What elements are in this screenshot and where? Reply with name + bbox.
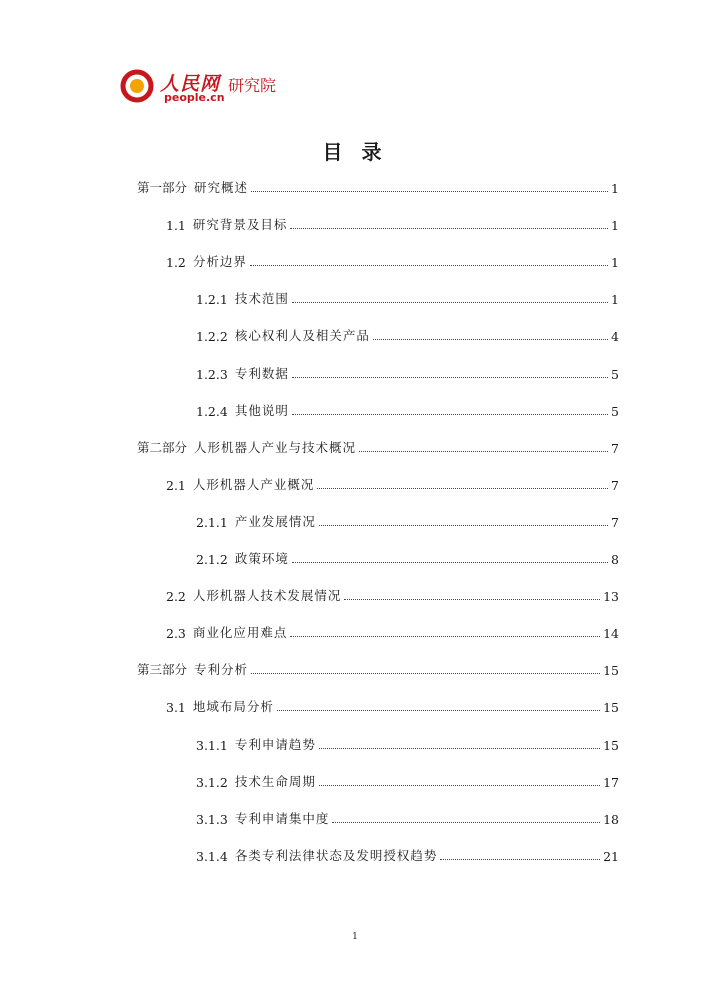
toc-entry-number: 2.1 [166, 477, 186, 493]
toc-entry-number: 2.3 [166, 626, 186, 642]
toc-entry-number: 1.2 [166, 255, 186, 271]
toc-entry-page: 15 [603, 700, 619, 716]
toc-entry[interactable] [166, 691, 619, 715]
toc-dot-leader [290, 228, 608, 229]
toc-entry-page: 5 [611, 366, 619, 382]
page-header [120, 66, 420, 106]
toc-entry[interactable] [196, 840, 619, 864]
toc-dot-leader [251, 191, 608, 192]
toc-dot-leader [292, 562, 608, 563]
toc-entry[interactable] [196, 803, 619, 827]
toc-entry-page: 1 [611, 255, 619, 271]
toc-entry[interactable] [166, 469, 619, 493]
toc-entry-number: 1.2.2 [196, 329, 228, 345]
toc-entry-label: 技术生命周期 [234, 773, 316, 789]
toc-entry[interactable] [137, 172, 619, 196]
toc-entry[interactable] [196, 506, 619, 530]
toc-title: 目 录 [322, 140, 388, 164]
toc-entry-label: 研究概述 [194, 180, 249, 195]
toc-dot-leader [292, 302, 608, 303]
toc-entry-label: 专利数据 [234, 365, 289, 381]
toc-dot-leader [319, 785, 600, 786]
toc-entry[interactable] [166, 209, 619, 233]
logo-english-text: people.cn [164, 91, 225, 104]
toc-dot-leader [373, 339, 608, 340]
toc-entry[interactable] [196, 729, 619, 753]
toc-entry-page: 7 [611, 477, 619, 493]
toc-dot-leader [292, 377, 608, 378]
toc-dot-leader [317, 488, 608, 489]
toc-entry-number: 3.1 [166, 700, 186, 716]
toc-entry-page: 1 [611, 218, 619, 234]
toc-dot-leader [250, 265, 608, 266]
toc-entry[interactable] [137, 654, 619, 678]
toc-entry-label: 政策环境 [234, 551, 289, 566]
people-logo-icon [120, 66, 160, 106]
toc-entry-page: 15 [603, 663, 619, 679]
toc-entry-label: 人形机器人技术发展情况 [192, 588, 342, 604]
toc-entry-number: 第一部分 [137, 180, 188, 195]
toc-entry-label: 分析边界 [192, 254, 247, 270]
toc-entry-number: 1.2.3 [196, 366, 228, 382]
toc-entry-page: 8 [611, 552, 619, 567]
toc-entry-page: 14 [603, 626, 619, 642]
toc-entry[interactable] [196, 283, 619, 307]
toc-entry-number: 3.1.2 [196, 774, 228, 790]
toc-entry-label: 专利分析 [194, 662, 249, 678]
toc-entry-label: 其他说明 [234, 402, 289, 418]
toc-entry-number: 1.1 [166, 218, 186, 234]
toc-entry-page: 1 [611, 181, 619, 196]
toc-entry-number: 2.1.1 [196, 514, 228, 530]
toc-entry-page: 13 [603, 589, 619, 605]
page-number: 1 [352, 932, 358, 942]
toc-entry[interactable] [166, 580, 619, 604]
logo-chinese-text: 人民网 [160, 73, 221, 95]
toc-entry[interactable] [196, 395, 619, 419]
toc-entry-number: 3.1.4 [196, 848, 228, 864]
toc-entry[interactable] [137, 432, 619, 456]
toc-entry-page: 18 [603, 811, 619, 827]
toc-entry-page: 17 [603, 774, 619, 790]
toc-entry-number: 3.1.1 [196, 737, 228, 753]
toc-dot-leader [251, 673, 600, 674]
toc-entry-number: 第二部分 [137, 439, 188, 455]
toc-entry-page: 7 [611, 440, 619, 456]
toc-entry-label: 各类专利法律状态及发明授权趋势 [234, 847, 438, 863]
toc-entry[interactable] [196, 766, 619, 790]
toc-entry-page: 5 [611, 403, 619, 419]
toc-entry-number: 3.1.3 [196, 811, 228, 827]
toc-entry-number: 2.2 [166, 589, 186, 605]
toc-dot-leader [332, 822, 600, 823]
toc-entry[interactable] [166, 246, 619, 270]
toc-dot-leader [277, 710, 600, 711]
toc-entry-number: 2.1.2 [196, 552, 228, 567]
toc-dot-leader [319, 525, 608, 526]
toc-entry-label: 产业发展情况 [234, 513, 316, 529]
toc-entry-label: 专利申请集中度 [234, 810, 330, 826]
toc-dot-leader [292, 414, 608, 415]
toc-entry-label: 核心权利人及相关产品 [234, 328, 370, 344]
toc-entry-label: 商业化应用难点 [192, 625, 288, 641]
toc-dot-leader [359, 451, 608, 452]
toc-dot-leader [290, 636, 600, 637]
institute-name: 研究院 [228, 76, 277, 95]
toc-entry-label: 人形机器人产业概况 [192, 476, 315, 492]
toc-entry-label: 专利申请趋势 [234, 736, 316, 752]
toc-entry-number: 1.2.1 [196, 292, 228, 308]
toc-entry-label: 地域布局分析 [192, 699, 274, 715]
toc-entry-number: 1.2.4 [196, 403, 228, 419]
toc-entry-label: 人形机器人产业与技术概况 [194, 439, 357, 455]
toc-entry[interactable] [166, 617, 619, 641]
toc-entry-label: 技术范围 [234, 291, 289, 307]
toc-entry-page: 21 [603, 848, 619, 864]
toc-entry-label: 研究背景及目标 [192, 217, 288, 233]
toc-entry-number: 第三部分 [137, 662, 188, 678]
toc-entry[interactable] [196, 543, 619, 567]
toc-entry[interactable] [196, 358, 619, 382]
toc-dot-leader [440, 859, 600, 860]
toc-entry-page: 1 [611, 292, 619, 308]
toc-entry[interactable] [196, 320, 619, 344]
toc-entry-page: 15 [603, 737, 619, 753]
toc-entry-page: 7 [611, 514, 619, 530]
toc-dot-leader [319, 748, 600, 749]
toc-entry-page: 4 [611, 329, 619, 345]
toc-dot-leader [344, 599, 600, 600]
